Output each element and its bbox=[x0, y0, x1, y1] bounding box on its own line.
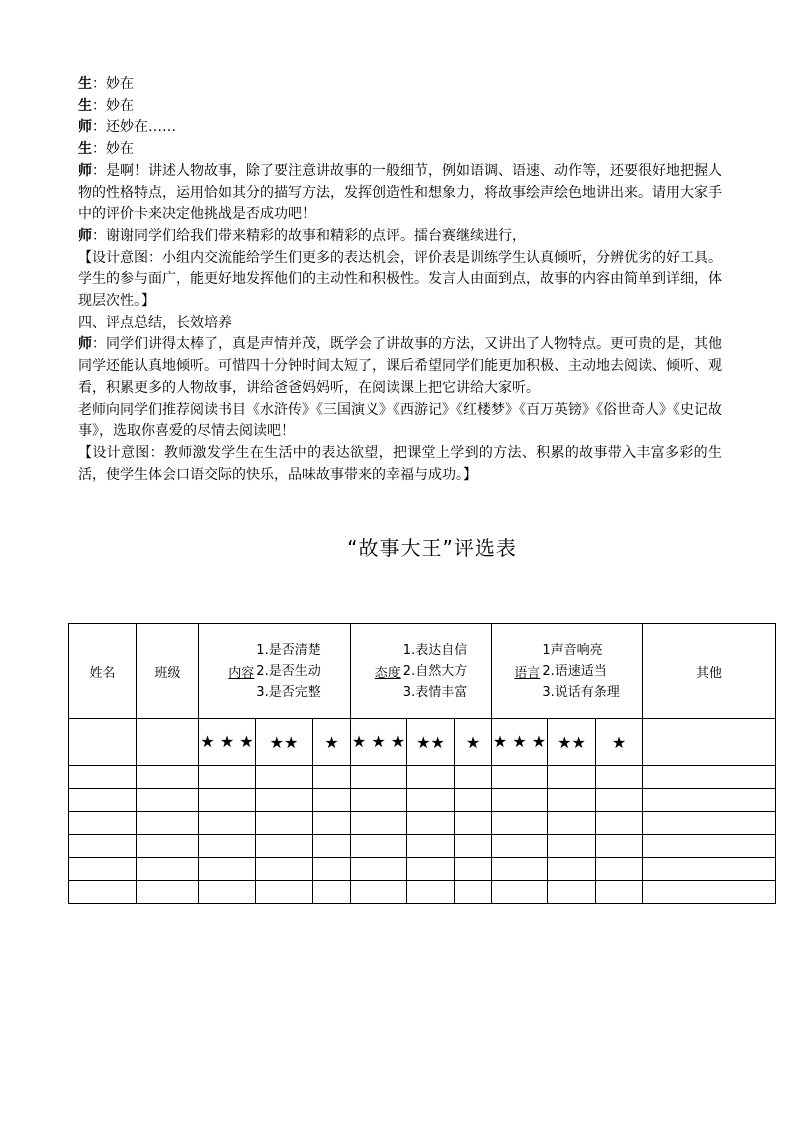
criterion-category: 内容 bbox=[228, 665, 255, 681]
table-row bbox=[69, 835, 776, 858]
criterion-language bbox=[492, 624, 643, 719]
table-cell[interactable] bbox=[199, 789, 256, 812]
table-cell[interactable] bbox=[407, 789, 455, 812]
table-cell[interactable] bbox=[643, 766, 776, 789]
table-cell[interactable] bbox=[199, 881, 256, 904]
document-body bbox=[78, 74, 722, 486]
table-cell[interactable] bbox=[643, 789, 776, 812]
reading-recommendation: 老师向同学们推荐阅读书目《水浒传》《三国演义》《西游记》《红楼梦》《百万英镑》《俗世奇人》《史记故事》，选取你喜爱的尽情去阅读吧！ bbox=[78, 401, 722, 440]
table-cell[interactable] bbox=[137, 835, 199, 858]
table-cell[interactable] bbox=[69, 789, 137, 812]
table-cell[interactable] bbox=[69, 858, 137, 881]
header-name: 姓名 bbox=[69, 624, 137, 719]
table-cell[interactable] bbox=[407, 881, 455, 904]
table-cell[interactable] bbox=[69, 766, 137, 789]
section-heading: 四、评点总结，长效培养 bbox=[78, 314, 232, 331]
table-cell[interactable] bbox=[199, 835, 256, 858]
table-cell[interactable] bbox=[313, 812, 351, 835]
criterion-item: 1.是否清楚 bbox=[256, 642, 321, 658]
star-rating-three: ★ ★ ★ bbox=[351, 719, 407, 766]
table-row bbox=[69, 812, 776, 835]
table-cell[interactable] bbox=[351, 789, 407, 812]
design-note: 【设计意图：小组内交流能给学生们更多的表达机会，评价表是训练学生认真倾听，分辨优劣的好工具。学生的参与面广，能更好地发挥他们的主动性和积极性。发言人由面到点，故事的内容由简单到详细，体现层次性。】 bbox=[78, 249, 722, 310]
table-cell[interactable] bbox=[407, 766, 455, 789]
table-cell[interactable] bbox=[407, 835, 455, 858]
table-cell[interactable] bbox=[351, 812, 407, 835]
table-cell[interactable] bbox=[643, 835, 776, 858]
table-cell[interactable] bbox=[492, 835, 548, 858]
table-cell[interactable] bbox=[351, 858, 407, 881]
header-class: 班级 bbox=[137, 624, 199, 719]
star-rating-one: ★ bbox=[455, 719, 492, 766]
table-cell[interactable] bbox=[455, 881, 492, 904]
design-note: 【设计意图：教师激发学生在生活中的表达欲望，把课堂上学到的方法、积累的故事带入丰富多彩的生活，使学生体会口语交际的快乐，品味故事带来的幸福与成功。】 bbox=[78, 444, 722, 483]
table-cell[interactable] bbox=[137, 766, 199, 789]
table-cell[interactable] bbox=[492, 812, 548, 835]
table-title: “故事大王”评选表 bbox=[347, 536, 517, 560]
table-cell[interactable] bbox=[492, 881, 548, 904]
criterion-category: 语言 bbox=[514, 665, 541, 681]
table-cell[interactable] bbox=[256, 789, 313, 812]
star-rating-one: ★ bbox=[313, 719, 351, 766]
table-cell[interactable] bbox=[548, 835, 596, 858]
table-cell[interactable] bbox=[69, 812, 137, 835]
table-cell[interactable] bbox=[313, 881, 351, 904]
table-cell[interactable] bbox=[643, 881, 776, 904]
table-cell[interactable] bbox=[407, 858, 455, 881]
dialogue-line: 生：妙在 bbox=[78, 97, 134, 114]
table-cell[interactable] bbox=[455, 766, 492, 789]
dialogue-paragraph: 师：是啊！讲述人物故事，除了要注意讲故事的一般细节，例如语调、语速、动作等，还要很好地把握人物的性格特点，运用恰如其分的描写方法，发挥创造性和想象力，将故事绘声绘色地讲出来。请用大家手中的评价卡来决定他挑战是否成功吧！ bbox=[78, 162, 722, 223]
table-cell[interactable] bbox=[351, 835, 407, 858]
table-cell[interactable] bbox=[548, 789, 596, 812]
table-cell[interactable] bbox=[596, 858, 643, 881]
star-rating-two: ★★ bbox=[407, 719, 455, 766]
summary-paragraph: 师：同学们讲得太棒了，真是声情并茂，既学会了讲故事的方法，又讲出了人物特点。更可贵的是，其他同学还能认真地倾听。可惜四十分钟时间太短了，课后希望同学们能更加积极、主动地去阅读、倾听、观看，积累更多的人物故事，讲给爸爸妈妈听，在阅读课上把它讲给大家听。 bbox=[78, 336, 722, 396]
star-rating-three: ★ ★ ★ bbox=[492, 719, 548, 766]
table-cell[interactable] bbox=[137, 812, 199, 835]
table-cell[interactable] bbox=[313, 766, 351, 789]
star-rating-three: ★ ★ ★ bbox=[199, 719, 256, 766]
table-row bbox=[69, 858, 776, 881]
table-cell[interactable] bbox=[548, 858, 596, 881]
table-cell[interactable] bbox=[256, 881, 313, 904]
header-other: 其他 bbox=[643, 624, 776, 719]
table-cell[interactable] bbox=[548, 766, 596, 789]
criterion-attitude bbox=[351, 624, 492, 719]
star-level-row bbox=[69, 719, 776, 766]
dialogue-line: 生：妙在 bbox=[78, 141, 134, 158]
table-cell[interactable] bbox=[137, 858, 199, 881]
table-cell[interactable] bbox=[492, 858, 548, 881]
table-cell bbox=[643, 719, 776, 766]
table-cell[interactable] bbox=[199, 812, 256, 835]
table-cell[interactable] bbox=[313, 858, 351, 881]
table-cell[interactable] bbox=[643, 858, 776, 881]
criterion-category: 态度 bbox=[374, 665, 401, 681]
criterion-item: 3.说话有条理 bbox=[542, 684, 620, 700]
criterion-item: 2.是否生动 bbox=[256, 663, 321, 679]
criterion-content bbox=[199, 624, 351, 719]
star-rating-two: ★★ bbox=[256, 719, 313, 766]
table-cell bbox=[137, 719, 199, 766]
criterion-item: 3.表情丰富 bbox=[402, 684, 468, 700]
table-cell[interactable] bbox=[137, 881, 199, 904]
dialogue-line: 生：妙在 bbox=[78, 76, 134, 92]
star-rating-one: ★ bbox=[596, 719, 643, 766]
criterion-item: 3.是否完整 bbox=[256, 684, 321, 700]
table-cell[interactable] bbox=[313, 835, 351, 858]
evaluation-table bbox=[68, 623, 776, 904]
table-cell[interactable] bbox=[351, 766, 407, 789]
table-cell[interactable] bbox=[455, 812, 492, 835]
table-cell[interactable] bbox=[256, 858, 313, 881]
table-row bbox=[69, 766, 776, 789]
table-cell[interactable] bbox=[492, 789, 548, 812]
table-cell[interactable] bbox=[199, 766, 256, 789]
table-cell[interactable] bbox=[69, 881, 137, 904]
table-cell[interactable] bbox=[455, 789, 492, 812]
dialogue-line: 师：还妙在…… bbox=[78, 119, 176, 136]
table-cell[interactable] bbox=[596, 766, 643, 789]
table-cell[interactable] bbox=[256, 812, 313, 835]
table-cell[interactable] bbox=[548, 881, 596, 904]
criterion-item: 1声音响亮 bbox=[542, 642, 603, 658]
table-row bbox=[69, 881, 776, 904]
table-cell[interactable] bbox=[643, 812, 776, 835]
table-cell[interactable] bbox=[351, 881, 407, 904]
table-cell[interactable] bbox=[548, 812, 596, 835]
table-cell[interactable] bbox=[256, 835, 313, 858]
table-cell[interactable] bbox=[455, 835, 492, 858]
table-row bbox=[69, 789, 776, 812]
empty-rows bbox=[69, 766, 776, 904]
table-cell[interactable] bbox=[492, 766, 548, 789]
table-cell[interactable] bbox=[596, 812, 643, 835]
table-cell bbox=[69, 719, 137, 766]
table-cell[interactable] bbox=[455, 858, 492, 881]
table-cell[interactable] bbox=[137, 789, 199, 812]
header-row bbox=[69, 624, 776, 719]
table-cell[interactable] bbox=[596, 881, 643, 904]
table-cell[interactable] bbox=[313, 789, 351, 812]
table-cell[interactable] bbox=[596, 835, 643, 858]
star-rating-two: ★★ bbox=[548, 719, 596, 766]
table-cell[interactable] bbox=[69, 835, 137, 858]
table-cell[interactable] bbox=[256, 766, 313, 789]
criterion-item: 1.表达自信 bbox=[402, 642, 468, 658]
table-cell[interactable] bbox=[596, 789, 643, 812]
dialogue-paragraph: 师：谢谢同学们给我们带来精彩的故事和精彩的点评。擂台赛继续进行， bbox=[78, 227, 526, 244]
criterion-item: 2.自然大方 bbox=[402, 663, 468, 679]
criterion-item: 2.语速适当 bbox=[542, 663, 607, 679]
table-cell[interactable] bbox=[199, 858, 256, 881]
table-cell[interactable] bbox=[407, 812, 455, 835]
